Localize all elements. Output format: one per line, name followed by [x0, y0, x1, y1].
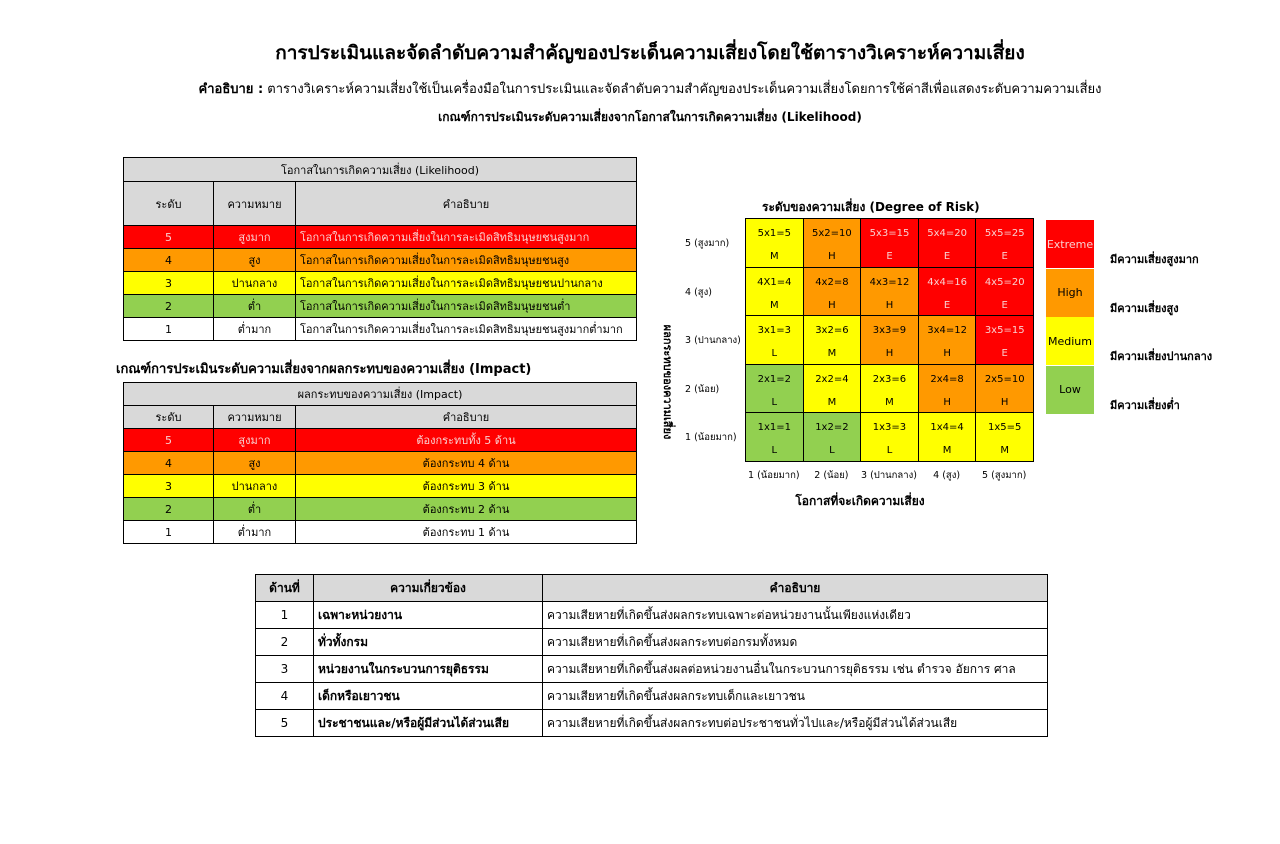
description-text: ตารางวิเคราะห์ความเสี่ยงใช้เป็นเครื่องมือในการประเมินและจัดลำดับความสำคัญของประเด็นความเสี่ยงโดยการใช้ค่าสีเพื่อแสดงระดับความความเสี่ยง	[267, 82, 1102, 97]
legend-description: มีความเสี่ยงสูงมาก	[1110, 253, 1199, 266]
desc-cell: โอกาสในการเกิดความเสี่ยงในการละเมิดสิทธิมนุษยชนปานกลาง	[296, 272, 637, 295]
meaning-cell: สูงมาก	[214, 429, 296, 452]
matrix-cell-formula: 5x2=10	[812, 228, 852, 239]
matrix-cell	[746, 413, 804, 462]
impact-header-desc: คำอธิบาย	[296, 406, 637, 429]
likelihood-table	[123, 157, 637, 341]
y-axis-label: 2 (น้อย)	[685, 383, 720, 395]
matrix-cell	[919, 413, 977, 462]
matrix-cell-level: H	[943, 348, 951, 360]
legend-swatch: Low	[1046, 366, 1094, 414]
impact-header-meaning: ความหมาย	[214, 406, 296, 429]
matrix-cell	[976, 365, 1034, 414]
desc-cell: ต้องกระทบ 4 ด้าน	[296, 452, 637, 475]
level-cell: 3	[124, 272, 214, 295]
desc-cell: โอกาสในการเกิดความเสี่ยงในการละเมิดสิทธิมนุษยชนสูง	[296, 249, 637, 272]
risk-matrix	[745, 218, 1034, 462]
meaning-cell: ต่ำมาก	[214, 318, 296, 341]
matrix-cell-formula: 1x4=4	[930, 422, 964, 434]
x-axis-title: โอกาสที่จะเกิดความเสี่ยง	[795, 494, 925, 508]
likelihood-header-meaning: ความหมาย	[214, 182, 296, 226]
matrix-cell-formula: 2x5=10	[984, 373, 1025, 385]
table-row	[124, 318, 637, 341]
category-name: เด็กหรือเยาวชน	[314, 683, 543, 710]
table-row	[124, 521, 637, 544]
matrix-cell-level: E	[943, 251, 951, 262]
meaning-cell: สูง	[214, 249, 296, 272]
impact-table-title: ผลกระทบของความเสี่ยง (Impact)	[124, 383, 637, 406]
meaning-cell: ปานกลาง	[214, 272, 296, 295]
legend-swatch: High	[1046, 269, 1094, 317]
category-desc: ความเสียหายที่เกิดขึ้นส่งผลกระทบต่อประชาชนทั่วไปและ/หรือผู้มีส่วนได้ส่วนเสีย	[543, 710, 1048, 737]
table-row	[124, 249, 637, 272]
matrix-cell	[976, 219, 1034, 268]
matrix-cell-formula: 5x1=5	[757, 228, 791, 239]
table-row	[124, 226, 637, 249]
table-row	[256, 656, 1048, 683]
impact-heading: เกณฑ์การประเมินระดับความเสี่ยงจากผลกระทบของความเสี่ยง (Impact)	[116, 362, 532, 377]
matrix-cell	[976, 316, 1034, 365]
x-axis-label: 5 (สูงมาก)	[982, 470, 1027, 481]
level-cell: 4	[124, 452, 214, 475]
table-row	[256, 629, 1048, 656]
page-title: การประเมินและจัดลำดับความสำคัญของประเด็นความเสี่ยงโดยใช้ตารางวิเคราะห์ความเสี่ยง	[275, 42, 1025, 64]
matrix-cell	[861, 365, 919, 414]
matrix-cell	[976, 268, 1034, 317]
matrix-cell-level: H	[943, 396, 951, 408]
matrix-cell-level: M	[942, 445, 952, 457]
meaning-cell: สูงมาก	[214, 226, 296, 249]
matrix-cell	[804, 316, 862, 365]
table-row	[124, 272, 637, 295]
desc-cell: โอกาสในการเกิดความเสี่ยงในการละเมิดสิทธิมนุษยชนสูงมาก	[296, 226, 637, 249]
desc-cell: ต้องกระทบ 1 ด้าน	[296, 521, 637, 544]
desc-cell: โอกาสในการเกิดความเสี่ยงในการละเมิดสิทธิมนุษยชนต่ำ	[296, 295, 637, 318]
category-no: 2	[256, 629, 314, 656]
table-row	[124, 475, 637, 498]
matrix-cell	[919, 365, 977, 414]
matrix-cell-level: M	[769, 251, 779, 262]
matrix-cell-formula: 5x4=20	[927, 228, 967, 239]
matrix-cell-level: H	[1000, 396, 1009, 408]
matrix-cell	[804, 413, 862, 462]
matrix-cell-level: M	[827, 348, 837, 360]
category-no: 5	[256, 710, 314, 737]
y-axis-label: 1 (น้อยมาก)	[685, 432, 737, 444]
likelihood-table-title: โอกาสในการเกิดความเสี่ยง (Likelihood)	[124, 158, 637, 182]
desc-cell: โอกาสในการเกิดความเสี่ยงในการละเมิดสิทธิมนุษยชนสูงมากต่ำมาก	[296, 318, 637, 341]
category-table	[255, 574, 1048, 737]
legend-description: มีความเสี่ยงต่ำ	[1110, 398, 1180, 412]
matrix-title: ระดับของความเสี่ยง (Degree of Risk)	[762, 200, 980, 214]
matrix-cell-formula: 2x1=2	[757, 373, 791, 385]
level-cell: 3	[124, 475, 214, 498]
matrix-cell	[919, 219, 977, 268]
table-row	[256, 683, 1048, 710]
legend-swatch: Extreme	[1046, 220, 1094, 268]
category-desc: ความเสียหายที่เกิดขึ้นส่งผลกระทบเด็กและเยาวชน	[543, 683, 1048, 710]
matrix-cell-level: M	[885, 396, 894, 408]
matrix-cell	[746, 365, 804, 414]
level-cell: 2	[124, 498, 214, 521]
matrix-cell-level: M	[769, 299, 779, 311]
category-header-no: ด้านที่	[256, 575, 314, 602]
matrix-cell-level: L	[771, 396, 778, 408]
matrix-cell-formula: 4x2=8	[815, 276, 849, 288]
matrix-cell-formula: 3x2=6	[815, 325, 849, 337]
x-axis-label: 2 (น้อย)	[814, 470, 849, 481]
matrix-cell	[976, 413, 1034, 462]
matrix-cell-level: L	[771, 348, 778, 360]
matrix-cell-formula: 2x4=8	[930, 373, 964, 385]
table-row	[124, 498, 637, 521]
matrix-cell	[861, 413, 919, 462]
likelihood-heading: เกณฑ์การประเมินระดับความเสี่ยงจากโอกาสในการเกิดความเสี่ยง (Likelihood)	[438, 110, 862, 124]
legend-swatch: Medium	[1046, 317, 1094, 365]
table-row	[124, 295, 637, 318]
category-no: 1	[256, 602, 314, 629]
matrix-cell-level: E	[1001, 299, 1008, 311]
category-header-name: ความเกี่ยวข้อง	[314, 575, 543, 602]
matrix-cell-formula: 3x1=3	[757, 325, 791, 337]
matrix-cell	[804, 219, 862, 268]
matrix-cell-level: M	[1000, 445, 1009, 457]
y-axis-label: 5 (สูงมาก)	[685, 238, 730, 249]
matrix-cell	[861, 316, 919, 365]
matrix-cell	[804, 268, 862, 317]
level-cell: 4	[124, 249, 214, 272]
level-cell: 2	[124, 295, 214, 318]
matrix-cell-level: L	[829, 445, 835, 457]
category-no: 3	[256, 656, 314, 683]
meaning-cell: ต่ำ	[214, 498, 296, 521]
matrix-cell-formula: 5x3=15	[869, 228, 910, 239]
matrix-cell-level: E	[1001, 348, 1008, 360]
matrix-cell-formula: 2x3=6	[872, 373, 907, 385]
matrix-cell-formula: 4X1=4	[757, 276, 792, 288]
meaning-cell: สูง	[214, 452, 296, 475]
category-name: เฉพาะหน่วยงาน	[314, 602, 543, 629]
matrix-cell-formula: 4x3=12	[869, 276, 910, 288]
category-desc: ความเสียหายที่เกิดขึ้นส่งผลกระทบเฉพาะต่อหน่วยงานนั้นเพียงแห่งเดียว	[543, 602, 1048, 629]
level-cell: 5	[124, 429, 214, 452]
desc-cell: ต้องกระทบ 2 ด้าน	[296, 498, 637, 521]
matrix-cell-formula: 5x5=25	[984, 228, 1025, 239]
matrix-cell-level: M	[827, 396, 837, 408]
y-axis-label: 4 (สูง)	[685, 286, 712, 298]
legend-description: มีความเสี่ยงปานกลาง	[1110, 350, 1213, 363]
matrix-cell-formula: 4x5=20	[984, 276, 1025, 288]
matrix-cell	[919, 268, 977, 317]
category-name: หน่วยงานในกระบวนการยุติธรรม	[314, 656, 543, 683]
matrix-cell-level: L	[886, 445, 893, 457]
matrix-cell	[746, 316, 804, 365]
matrix-cell-formula: 3x3=9	[872, 325, 907, 337]
matrix-cell	[746, 219, 804, 268]
table-row	[256, 710, 1048, 737]
matrix-cell-formula: 3x5=15	[984, 325, 1025, 337]
matrix-cell-level: E	[886, 251, 893, 262]
level-cell: 1	[124, 318, 214, 341]
category-desc: ความเสียหายที่เกิดขึ้นส่งผลต่อหน่วยงานอื่นในกระบวนการยุติธรรม เช่น ตำรวจ อัยการ ศาล	[543, 656, 1048, 683]
likelihood-header-level: ระดับ	[124, 182, 214, 226]
matrix-cell	[861, 219, 919, 268]
matrix-cell-level: H	[828, 299, 836, 311]
desc-cell: ต้องกระทบทั้ง 5 ด้าน	[296, 429, 637, 452]
matrix-cell-level: E	[943, 299, 951, 311]
category-desc: ความเสียหายที่เกิดขึ้นส่งผลกระทบต่อกรมทั้งหมด	[543, 629, 1048, 656]
y-axis-label: 3 (ปานกลาง)	[685, 335, 741, 347]
matrix-cell-level: H	[828, 251, 836, 262]
matrix-cell	[804, 365, 862, 414]
category-header-desc: คำอธิบาย	[543, 575, 1048, 602]
matrix-cell-level: L	[771, 445, 778, 457]
table-row	[256, 602, 1048, 629]
matrix-cell	[861, 268, 919, 317]
impact-table	[123, 382, 637, 544]
matrix-cell	[746, 268, 804, 317]
category-name: ประชาชนและ/หรือผู้มีส่วนได้ส่วนเสีย	[314, 710, 543, 737]
legend-description: มีความเสี่ยงสูง	[1110, 301, 1179, 315]
matrix-cell-level: E	[1001, 251, 1008, 262]
description-label: คำอธิบาย :	[198, 82, 264, 97]
matrix-cell-formula: 1x5=5	[987, 422, 1022, 434]
matrix-cell-level: H	[885, 348, 894, 360]
table-row	[124, 429, 637, 452]
desc-cell: ต้องกระทบ 3 ด้าน	[296, 475, 637, 498]
x-axis-label: 1 (น้อยมาก)	[748, 470, 800, 481]
category-name: ทั่วทั้งกรม	[314, 629, 543, 656]
meaning-cell: ปานกลาง	[214, 475, 296, 498]
matrix-cell-formula: 1x3=3	[872, 422, 907, 434]
x-axis-label: 4 (สูง)	[933, 470, 961, 481]
matrix-cell-formula: 3x4=12	[927, 325, 967, 337]
description	[0, 78, 1280, 99]
matrix-cell-formula: 4x4=16	[927, 276, 967, 288]
matrix-cell-formula: 1x1=1	[757, 422, 791, 434]
matrix-cell-formula: 2x2=4	[815, 373, 849, 385]
table-row	[124, 452, 637, 475]
category-no: 4	[256, 683, 314, 710]
matrix-cell-level: H	[885, 299, 894, 311]
matrix-cell-formula: 1x2=2	[815, 422, 849, 434]
y-axis-title: ผลกระทบของความเสี่ยง	[661, 324, 674, 440]
meaning-cell: ต่ำมาก	[214, 521, 296, 544]
level-cell: 5	[124, 226, 214, 249]
impact-header-level: ระดับ	[124, 406, 214, 429]
x-axis-label: 3 (ปานกลาง)	[861, 470, 917, 481]
matrix-cell	[919, 316, 977, 365]
level-cell: 1	[124, 521, 214, 544]
meaning-cell: ต่ำ	[214, 295, 296, 318]
likelihood-header-desc: คำอธิบาย	[296, 182, 637, 226]
